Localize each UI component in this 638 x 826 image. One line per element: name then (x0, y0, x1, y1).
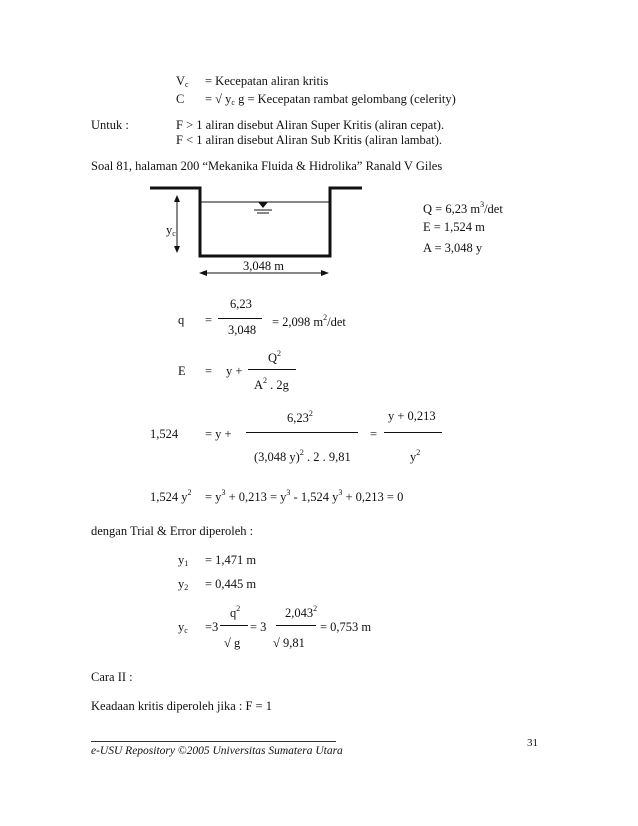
yc-fraction-bar-2 (276, 625, 316, 626)
sub-numerator-2: y + 0,213 (388, 409, 436, 423)
water-level-symbol (254, 202, 272, 213)
yc-fraction-bar-1 (220, 625, 248, 626)
footer-rule (91, 741, 336, 742)
given-energy: E = 1,524 m (423, 220, 485, 234)
y1-value: = 1,471 m (205, 553, 257, 567)
page-number: 31 (527, 737, 538, 749)
yc-numerator-2: 2,043$^2$ (285, 604, 318, 620)
e-fraction-bar (248, 369, 296, 370)
sub-rhs: = y + (205, 427, 232, 441)
depth-label: $y_c$ (166, 223, 176, 238)
e-numerator: $Q^2$ (268, 349, 282, 365)
cubic-rhs: = $y^3 + 0,213 = y^3 - 1,524$ $y^3 + 0,213 = 0$ (205, 488, 404, 504)
yc-denominator-2: √ 9,81 (273, 636, 305, 650)
c-definition: = √ $y_c$ g = Kecepatan rambat gelombang (celerity) (205, 92, 456, 107)
footer-repository-text: e-USU Repository ©2005 Universitas Sumatera Utara (91, 745, 343, 757)
untuk-label: Untuk : (91, 118, 129, 132)
sub-lhs: 1,524 (150, 427, 179, 441)
problem-title: Soal 81, halaman 200 “Mekanika Fluida & Hidrolika” Ranald V Giles (91, 159, 443, 173)
trial-error-text: dengan Trial & Error diperoleh : (91, 524, 254, 538)
e-lhs: E (178, 364, 186, 378)
yc-final-result: = 0,753 m (320, 620, 372, 634)
channel-walls (150, 188, 362, 256)
critical-condition-text: Keadaan kritis diperoleh jika : F = 1 (91, 699, 272, 713)
sub-fraction-bar-2 (384, 432, 442, 433)
y2-symbol: $y_2$ (178, 577, 189, 592)
given-discharge: Q = 6,23 $m^3/\det$ (423, 200, 503, 216)
vc-symbol: $V_c$ (176, 74, 189, 89)
e-rhs: y + (226, 364, 243, 378)
q-equals: = (205, 313, 213, 327)
cara-ii-heading: Cara II : (91, 670, 133, 684)
q-fraction-bar (218, 318, 262, 319)
e-denominator: $A^2$ . 2g (254, 376, 289, 392)
yc-cuberoot-2: = 3 (250, 620, 267, 634)
yc-symbol: $y_c$ (178, 620, 188, 635)
supercritical-condition: F > 1 aliran disebut Aliran Super Kritis (aliran cepat). (176, 118, 445, 132)
yc-cuberoot-1: =3 (205, 620, 219, 634)
y2-value: = 0,445 m (205, 577, 257, 591)
sub-denominator-2: $y^2$ (410, 448, 421, 464)
sub-denominator: (3,048 y)$^2$ . 2 . 9,81 (254, 448, 351, 464)
sub-equals-2: = (370, 427, 378, 441)
cubic-lhs: 1,524 $y^2$ (150, 488, 192, 504)
vc-definition: = Kecepatan aliran kritis (205, 74, 329, 88)
e-equals: = (205, 364, 213, 378)
yc-numerator-1: $q^2$ (230, 604, 241, 620)
sub-fraction-bar (246, 432, 358, 433)
width-label: 3,048 m (243, 259, 284, 273)
q-denominator: 3,048 (228, 323, 257, 337)
sub-numerator: 6,23$^2$ (287, 409, 313, 425)
q-lhs: q (178, 313, 185, 327)
q-result: = 2,098 $m^2/\det$ (272, 313, 346, 329)
q-numerator: 6,23 (230, 297, 252, 311)
given-area: A = 3,048 y (423, 241, 483, 255)
subcritical-condition: F < 1 aliran disebut Aliran Sub Kritis (aliran lambat). (176, 133, 443, 147)
yc-denominator-1: √ g (224, 636, 241, 650)
c-symbol: C (176, 92, 185, 106)
y1-symbol: $y_1$ (178, 553, 189, 568)
